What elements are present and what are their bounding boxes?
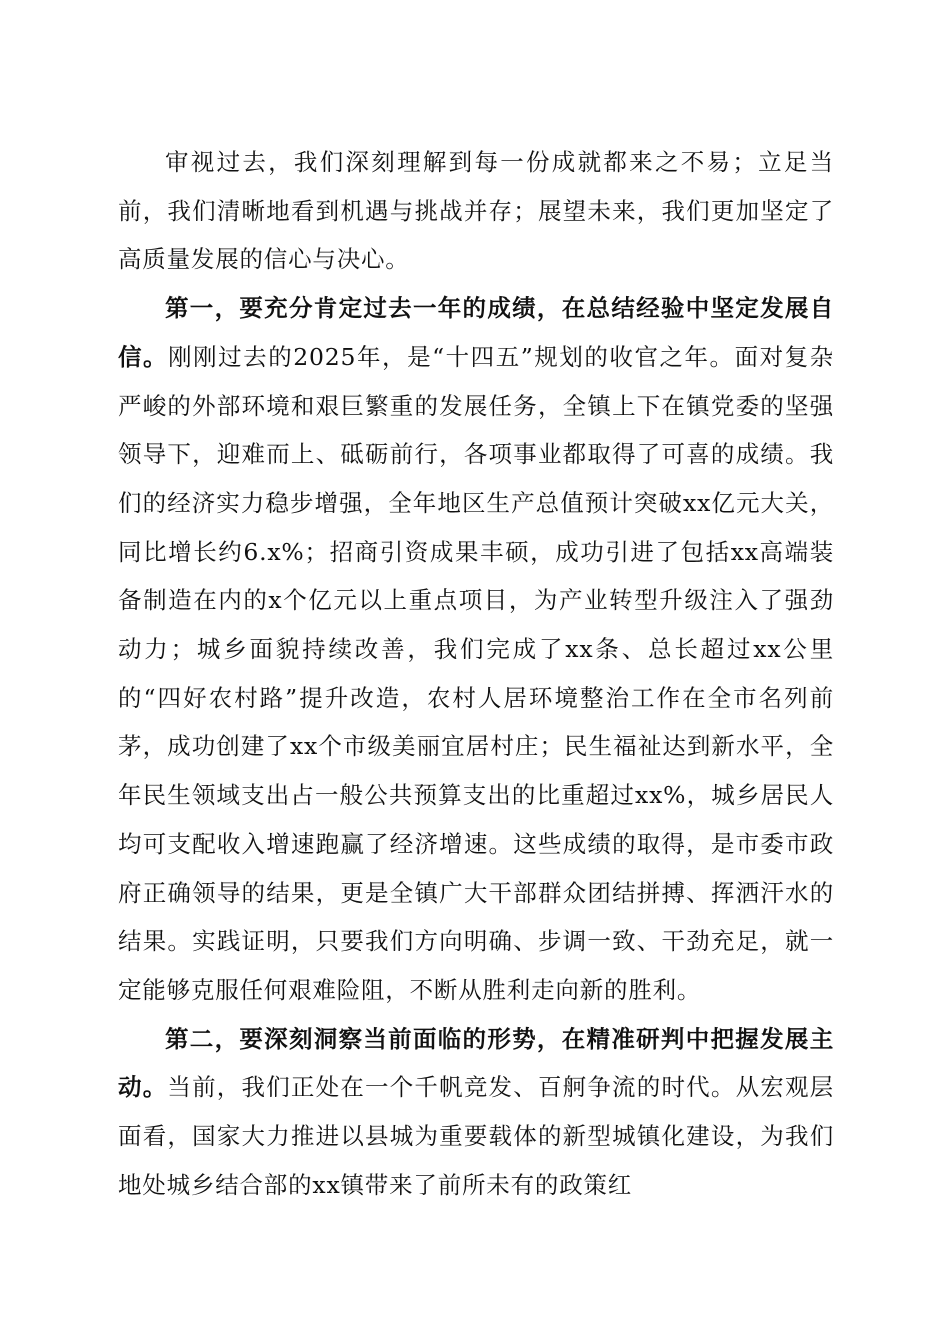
paragraph-intro-text: 审视过去，我们深刻理解到每一份成就都来之不易；立足当前，我们清晰地看到机遇与挑战并存；展望未来，我们更加坚定了高质量发展的信心与决心。 [118, 148, 834, 274]
document-body [118, 138, 834, 1209]
paragraph-second-point [118, 1015, 834, 1210]
first-point-heading: 第一，要充分肯定过去一年的成绩，在总结经验中坚定发展自信。 [118, 294, 834, 371]
second-point-heading: 第二，要深刻洞察当前面临的形势，在精准研判中把握发展主动。 [118, 1024, 834, 1102]
paragraph-first-point [118, 284, 834, 1015]
second-point-body: 当前，我们正处在一个千帆竞发、百舸争流的时代。从宏观层面看，国家大力推进以县城为重要载体的新型城镇化建设，为我们地处城乡结合部的xx镇带来了前所未有的政策红 [118, 1073, 834, 1199]
paragraph-intro [118, 138, 834, 284]
first-point-body: 刚刚过去的2025年，是“十四五”规划的收官之年。面对复杂严峻的外部环境和艰巨繁重的发展任务，全镇上下在镇党委的坚强领导下，迎难而上、砥砺前行，各项事业都取得了可喜的成绩。我们的经济实力稳步增强，全年地区生产总值预计突破xx亿元大关，同比增长约6.x%；招商引资成果丰硕，成功引进了包括xx高端装备制造在内的x个亿元以上重点项目，为产业转型升级注入了强劲动力；城乡面貌持续改善，我们完成了xx条、总长超过xx公里的“四好农村路”提升改造，农村人居环境整治工作在全市名列前茅，成功创建了xx个市级美丽宜居村庄；民生福祉达到新水平，全年民生领域支出占一般公共预算支出的比重超过xx%，城乡居民人均可支配收入增速跑赢了经济增速。这些成绩的取得，是市委市政府正确领导的结果，更是全镇广大干部群众团结拼搏、挥洒汗水的结果。实践证明，只要我们方向明确、步调一致、干劲充足，就一定能够克服任何艰难险阻，不断从胜利走向新的胜利。 [118, 342, 834, 1004]
